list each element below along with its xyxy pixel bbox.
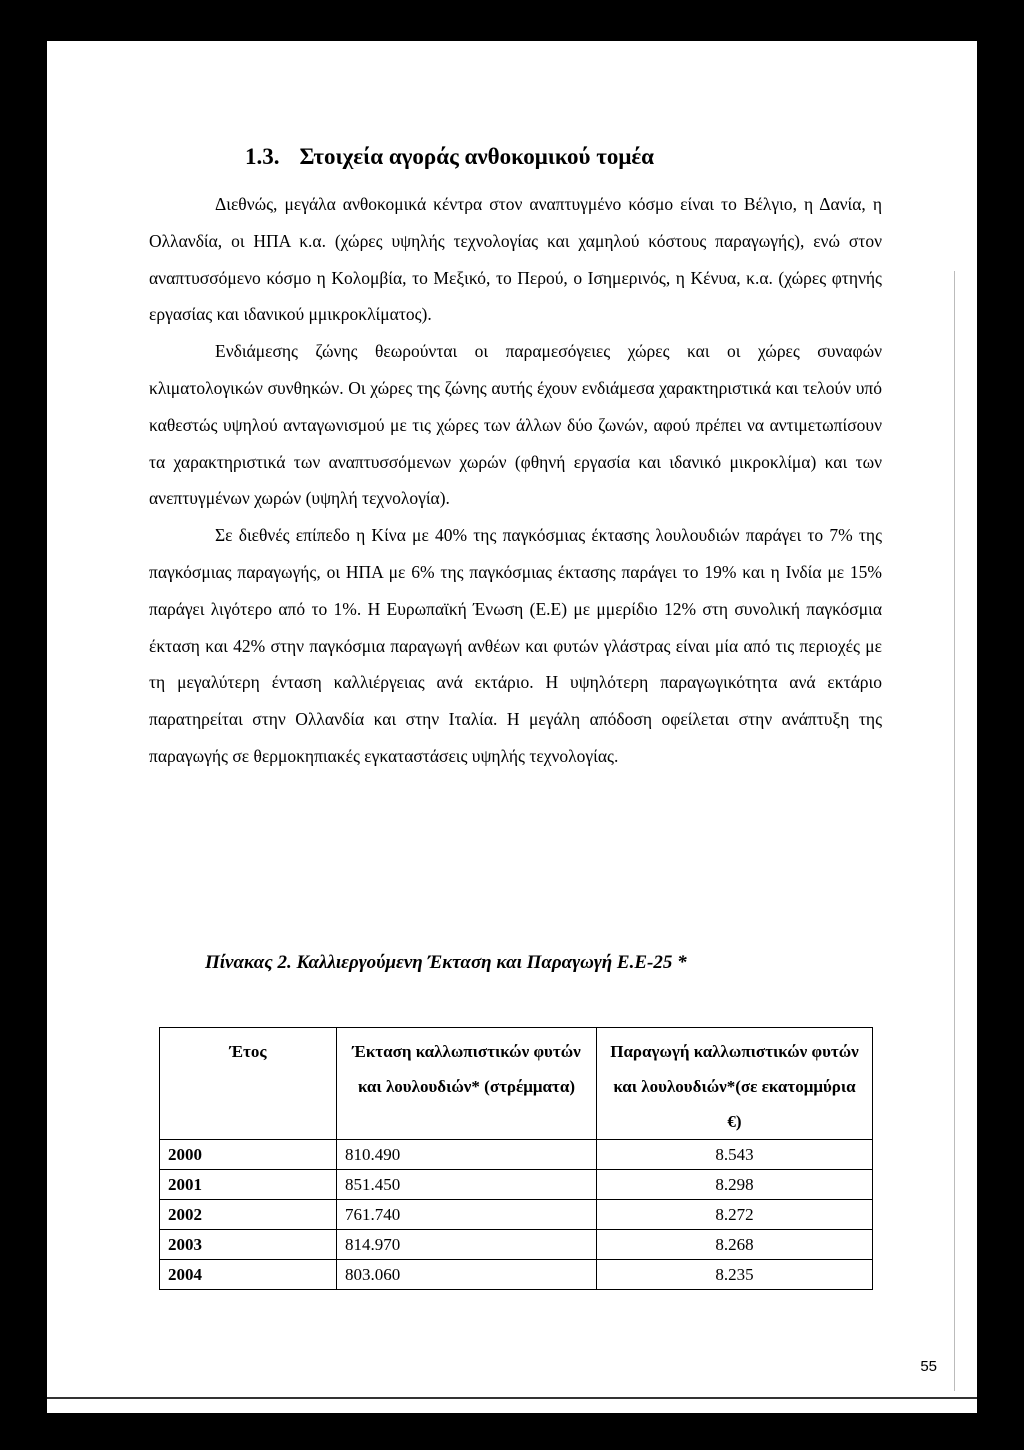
table-row: [160, 1140, 873, 1170]
bottom-border: [47, 1397, 977, 1399]
cell-area: 851.450: [337, 1170, 597, 1200]
cell-year: 2000: [160, 1140, 337, 1170]
top-border: [47, 41, 977, 43]
cell-production: 8.268: [597, 1230, 873, 1260]
cell-area: 803.060: [337, 1260, 597, 1290]
header-year: Έτος: [160, 1028, 337, 1140]
section-heading: [245, 144, 654, 170]
section-title: Στοιχεία αγοράς ανθοκομικού τομέα: [299, 144, 655, 169]
section-number: 1.3.: [245, 144, 280, 169]
cell-year: 2004: [160, 1260, 337, 1290]
scan-edge-line: [954, 271, 955, 1391]
cell-area: 761.740: [337, 1200, 597, 1230]
cell-production: 8.298: [597, 1170, 873, 1200]
paragraph-2: Ενδιάμεσης ζώνης θεωρούνται οι παραμεσόγειες χώρες και οι χώρες συναφών κλιματολογικών συνθηκών. Οι χώρες της ζώνης αυτής έχουν ενδιάμεσα χαρακτηριστικά και τελούν υπό καθεστώς υψηλού ανταγωνισμού με τις χώρες των άλλων δύο ζωνών, αφού πρέπει να αντιμετωπίσουν τα χαρακτηριστικά των αναπτυσσόμενων χωρών (φθηνή εργασία και ιδανικό μικροκλίμα) και των ανεπτυγμένων χωρών (υψηλή τεχνολογία).: [149, 341, 882, 509]
page-number: 55: [920, 1358, 937, 1375]
table-row: [160, 1200, 873, 1230]
data-table: [159, 1027, 873, 1290]
document-page: [47, 41, 977, 1413]
cell-production: 8.543: [597, 1140, 873, 1170]
cell-year: 2003: [160, 1230, 337, 1260]
cell-year: 2001: [160, 1170, 337, 1200]
cell-production: 8.235: [597, 1260, 873, 1290]
body-text: [149, 186, 882, 775]
table-caption: Πίνακας 2. Καλλιεργούμενη Έκταση και Παραγωγή Ε.Ε-25 *: [205, 952, 687, 973]
paragraph-1: Διεθνώς, μεγάλα ανθοκομικά κέντρα στον αναπτυγμένο κόσμο είναι το Βέλγιο, η Δανία, η Ολλανδία, οι ΗΠΑ κ.α. (χώρες υψηλής τεχνολογίας και χαμηλού κόστους παραγωγής), ενώ στον αναπτυσσόμενο κόσμο η Κολομβία, το Μεξικό, το Περού, ο Ισημερινός, η Κένυα, κ.α. (χώρες φτηνής εργασίας και ιδανικού μμικροκλίματος).: [149, 194, 882, 325]
header-area: Έκταση καλλωπιστικών φυτών και λουλουδιών* (στρέμματα): [337, 1028, 597, 1140]
cell-year: 2002: [160, 1200, 337, 1230]
table-row: [160, 1230, 873, 1260]
table-header-row: [160, 1028, 873, 1140]
header-production: Παραγωγή καλλωπιστικών φυτών και λουλουδιών*(σε εκατομμύρια €): [597, 1028, 873, 1140]
table-row: [160, 1170, 873, 1200]
table-row: [160, 1260, 873, 1290]
cell-production: 8.272: [597, 1200, 873, 1230]
cell-area: 814.970: [337, 1230, 597, 1260]
paragraph-3: Σε διεθνές επίπεδο η Κίνα με 40% της παγκόσμιας έκτασης λουλουδιών παράγει το 7% της παγκόσμιας παραγωγής, οι ΗΠΑ με 6% της παγκόσμιας έκτασης παράγει το 19% και η Ινδία με 15% παράγει λιγότερο από το 1%. Η Ευρωπαϊκή Ένωση (Ε.Ε) με μμερίδιο 12% στη συνολική παγκόσμια έκταση και 42% στην παγκόσμια παραγωγή ανθέων και φυτών γλάστρας είναι μία από τις περιοχές με τη μεγαλύτερη ένταση καλλιέργειας ανά εκτάριο. Η υψηλότερη παραγωγικότητα ανά εκτάριο παρατηρείται στην Ολλανδία και στην Ιταλία. Η μεγάλη απόδοση οφείλεται στην ανάπτυξη της παραγωγής σε θερμοκηπιακές εγκαταστάσεις υψηλής τεχνολογίας.: [149, 525, 882, 766]
cell-area: 810.490: [337, 1140, 597, 1170]
